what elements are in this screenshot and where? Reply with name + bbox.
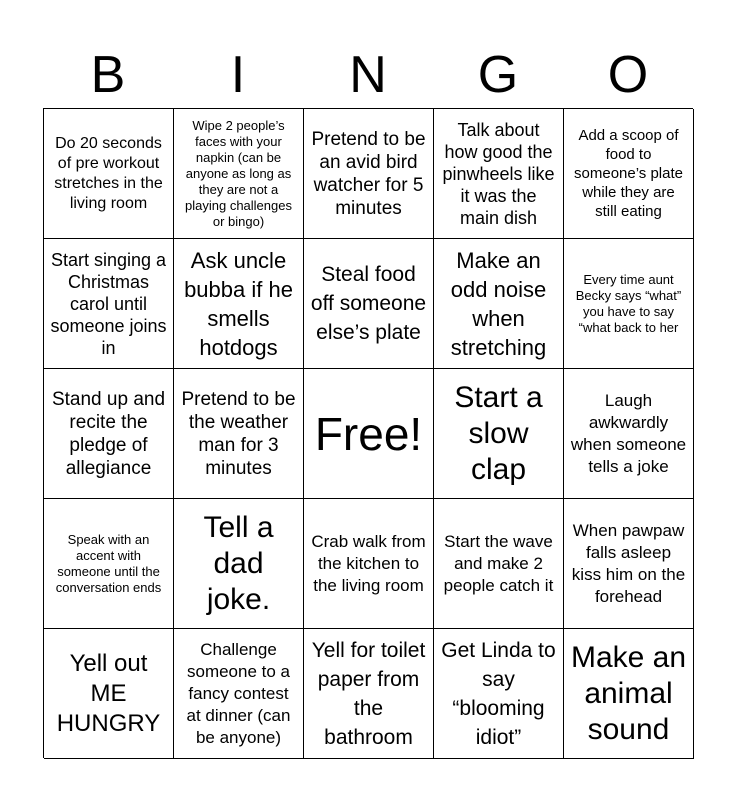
bingo-header [43, 44, 693, 106]
header-letter-o: O [607, 46, 649, 104]
header-letter-g: G [477, 46, 519, 104]
header-letter-n: N [349, 46, 387, 104]
bingo-cell[interactable] [564, 109, 694, 239]
bingo-cell[interactable] [174, 369, 304, 499]
bingo-grid [43, 108, 693, 758]
cell-text: Start singing a Christmas carol until someone joins in [50, 249, 167, 358]
cell-text: Make an odd noise when stretching [450, 247, 547, 360]
cell-text: When pawpaw falls asleep kiss him on the forehead [571, 520, 686, 606]
cell-text: Pretend to be an avid bird watcher for 5 minutes [311, 128, 426, 219]
cell-text: Steal food off someone else’s plate [310, 263, 427, 344]
bingo-cell[interactable] [174, 629, 304, 759]
cell-text: Pretend to be the weather man for 3 minutes [181, 388, 296, 479]
cell-text: Ask uncle bubba if he smells hotdogs [184, 247, 293, 360]
bingo-cell[interactable] [304, 499, 434, 629]
bingo-cell[interactable] [434, 109, 564, 239]
bingo-cell[interactable] [564, 369, 694, 499]
cell-text: Get Linda to say “blooming idiot” [441, 638, 556, 749]
cell-text: Add a scoop of food to someone’s plate while they are still eating [574, 127, 683, 220]
cell-text: Make an animal sound [570, 640, 687, 746]
bingo-cell[interactable] [434, 239, 564, 369]
bingo-cell[interactable] [304, 239, 434, 369]
bingo-cell[interactable] [564, 629, 694, 759]
bingo-cell[interactable] [304, 629, 434, 759]
bingo-cell[interactable] [44, 629, 174, 759]
cell-text: Free! [314, 407, 423, 460]
bingo-cell[interactable] [174, 239, 304, 369]
cell-text: Wipe 2 people’s faces with your napkin (can be anyone as long as they are not a playing challenges or bingo) [185, 117, 292, 229]
bingo-cell[interactable] [44, 369, 174, 499]
cell-text: Challenge someone to a fancy contest at dinner (can be anyone) [186, 639, 291, 747]
bingo-cell[interactable] [434, 499, 564, 629]
header-letter-b: B [90, 46, 126, 104]
cell-text: Start the wave and make 2 people catch it [443, 531, 554, 595]
cell-text: Crab walk from the kitchen to the living room [311, 531, 426, 595]
cell-text: Tell a dad joke. [203, 510, 274, 616]
cell-text: Start a slow clap [454, 380, 543, 486]
cell-text: Laugh awkwardly when someone tells a joke [570, 390, 687, 476]
bingo-cell[interactable] [174, 499, 304, 629]
bingo-cell[interactable] [44, 239, 174, 369]
cell-text: Talk about how good the pinwheels like it was the main dish [442, 119, 555, 228]
cell-text: Do 20 seconds of pre workout stretches in the living room [54, 134, 163, 212]
cell-text: Stand up and recite the pledge of allegiance [51, 388, 166, 479]
bingo-cell[interactable] [44, 109, 174, 239]
cell-text: Yell for toilet paper from the bathroom [311, 638, 426, 749]
bingo-cell[interactable] [44, 499, 174, 629]
bingo-cell[interactable] [564, 499, 694, 629]
bingo-cell[interactable] [304, 109, 434, 239]
cell-text: Every time aunt Becky says “what” you have to say “what back to her [575, 271, 682, 335]
cell-text: Yell out ME HUNGRY [56, 649, 161, 737]
bingo-cell[interactable] [434, 629, 564, 759]
cell-text: Speak with an accent with someone until the conversation ends [55, 531, 162, 595]
header-letter-i: I [230, 46, 246, 104]
bingo-cell-free[interactable] [304, 369, 434, 499]
bingo-cell[interactable] [174, 109, 304, 239]
bingo-cell[interactable] [434, 369, 564, 499]
bingo-cell[interactable] [564, 239, 694, 369]
